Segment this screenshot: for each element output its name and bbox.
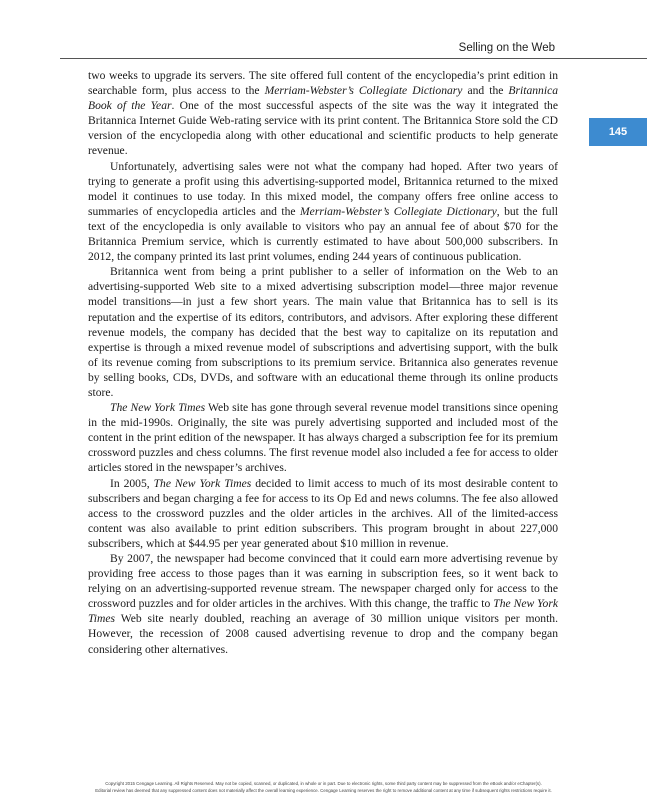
body-text xyxy=(88,68,558,657)
italic-title-text: Merriam-Webster’s Collegiate Dictionary xyxy=(300,204,497,218)
paragraph-text: In 2005, xyxy=(110,476,154,490)
italic-title-text: The New York Times xyxy=(88,597,558,626)
body-paragraph xyxy=(88,551,558,657)
paragraph-text: and the xyxy=(462,84,509,98)
paragraph-text: Web site nearly doubled, reaching an average of 30 million unique visitors per month. However, the recession of 2008 caused advertising revenue to drop and the company began considering other alternatives. xyxy=(88,612,558,656)
paragraph-text: Web site has gone through several revenue model transitions since opening in the mid-1990s. Originally, the site was purely advertising supported and included most of the content in the print edition of the newspaper. It has always charged a subscription fee for its premium crossword puzzles and chess columns. The first revenue model also included a fee for access to older articles stored in the newspaper’s archives. xyxy=(88,401,558,475)
body-paragraph xyxy=(88,476,558,551)
paragraph-text: , but the full text of the encyclopedia is only available to visitors who pay an annual fee of about $70 for the Britannica Premium service, which is currently estimated to have about 500,000 subscribers. In 2012, the company printed its last print volumes, ending 244 years of continuous publication. xyxy=(88,204,559,264)
body-paragraph xyxy=(88,400,558,475)
header-divider xyxy=(60,58,647,59)
copyright-line-2: Editorial review has deemed that any suppressed content does not materially affect the overall learning experience. Cengage Learning reserves the right to remove additional content at any time if subsequent rights restrictions require it. xyxy=(95,788,552,793)
paragraph-text: Britannica went from being a print publisher to a seller of information on the Web to an advertising-supported Web site to a mixed advertising subscription model—three major revenue model transitions—in just a few short years. The main value that Britannica has to sell is its reputation and the expertise of its editors, contributors, and advisors. After exploring these different revenue models, the company has decided that the best way to capitalize on its reputation and expertise is through a mixed revenue model of subscriptions and advertising support, with the bulk of its revenue coming from subscriptions to its premium service. Britannica also generates revenue by selling books, CDs, DVDs, and software with an educational theme through its online products store. xyxy=(88,265,558,399)
body-paragraph xyxy=(88,159,558,265)
paragraph-text: By 2007, the newspaper had become convinced that it could earn more advertising revenue by providing free access to those pages than it was earning in subscription fees, so it went back to relying on an advertising-supported revenue stream. The newspaper charged only for access to the crossword puzzles and for older articles in the archives. With this change, the traffic to xyxy=(88,552,558,611)
running-header-title: Selling on the Web xyxy=(458,42,555,54)
paragraph-text: decided to limit access to much of its most desirable content to subscribers and began charging a fee for access to its Op Ed and news columns. The fee also allowed access to the crossword puzzles and the older articles in the archives. All of the limited-access content was also available to print edition subscribers. This program brought in about 227,000 subscribers, which at $44.95 per year generated about $10 million in revenue. xyxy=(88,476,558,550)
italic-title-text: The New York Times xyxy=(110,401,206,415)
paragraph-text: . One of the most successful aspects of the site was the way it integrated the Britannica Internet Guide Web-rating service with its print content. The Britannica Store sold the CD version of the encyclopedia along with other educational and scientific products to help generate revenue. xyxy=(88,99,558,158)
italic-title-text: Britannica Book of the Year xyxy=(88,84,559,113)
paragraph-text: two weeks to upgrade its servers. The site offered full content of the encyclopedia’s print edition in searchable form, plus access to the xyxy=(88,69,558,98)
copyright-footer xyxy=(0,780,647,794)
paragraph-text: Unfortunately, advertising sales were not what the company had hoped. After two years of trying to generate a profit using this advertising-supported model, Britannica returned to the mixed model it continues to use today. In this mixed model, the company offers free online access to summaries of encyclopedia articles and the xyxy=(88,159,558,218)
italic-title-text: The New York Times xyxy=(153,476,252,490)
page-number: 145 xyxy=(608,126,628,138)
body-paragraph xyxy=(88,264,558,400)
body-paragraph xyxy=(88,68,558,159)
copyright-line-1: Copyright 2015 Cengage Learning. All Rights Reserved. May not be copied, scanned, or duplicated, in whole or in part. Due to electronic rights, some third party content may be suppressed from the eBook and/or eChapter(s). xyxy=(105,781,542,786)
italic-title-text: Merriam-Webster’s Collegiate Dictionary xyxy=(264,84,463,98)
page-number-tab xyxy=(589,118,647,146)
